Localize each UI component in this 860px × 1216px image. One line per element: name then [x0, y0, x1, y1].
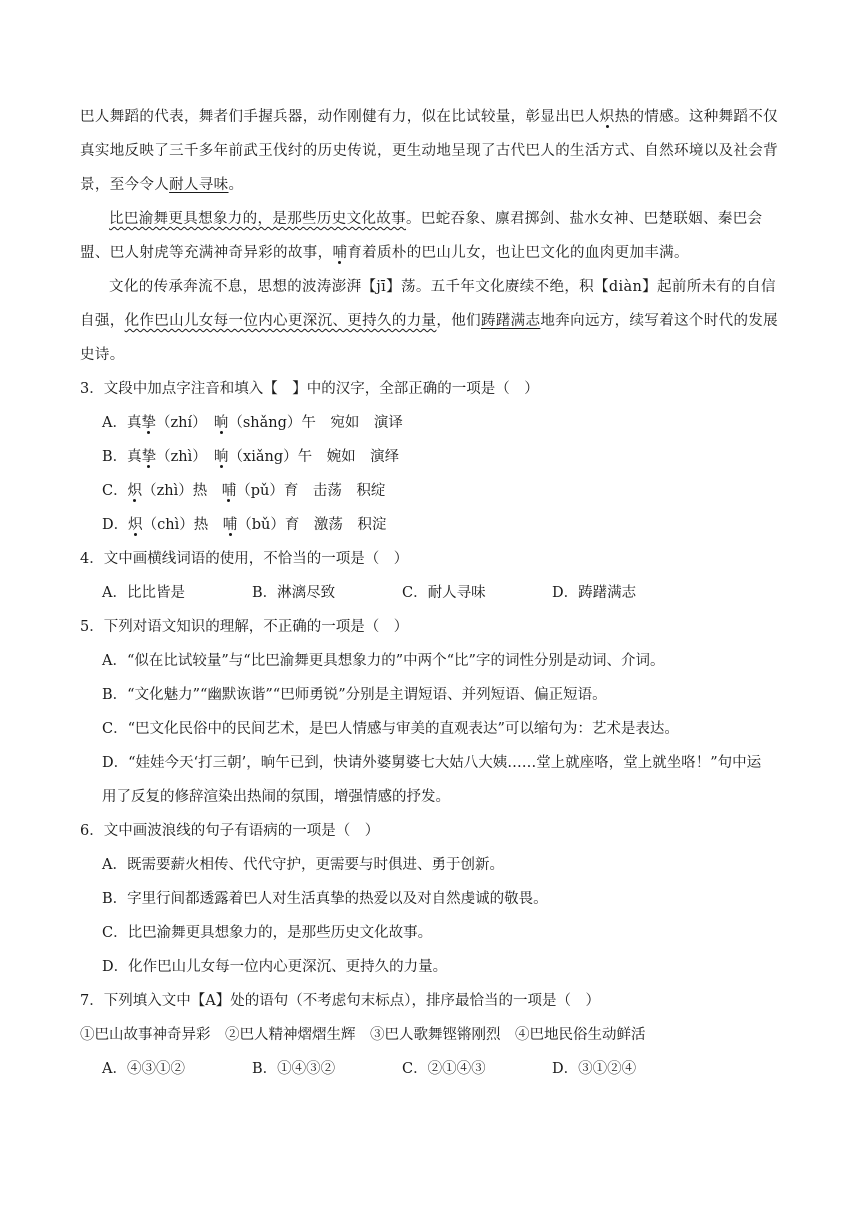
passage-paragraph-3	[80, 270, 780, 372]
question-4-option-a[interactable]: A．比比皆是	[102, 585, 185, 601]
question-3-option-c[interactable]	[80, 474, 780, 508]
text: 热的情感。这种舞蹈不仅真实地反映了三千多年前武王伐纣的历史传说，更生动地呈现了古代巴人的生活方式、自然环境以及社会背景，至今令人	[80, 109, 778, 193]
dotted-char: 挚	[141, 449, 157, 465]
question-3-option-a[interactable]	[80, 406, 780, 440]
underlined-phrase: 踌躇满志	[480, 313, 541, 329]
question-7-option-a[interactable]: A．④③①②	[102, 1061, 185, 1077]
opt-label: C．	[102, 483, 128, 499]
question-5-option-d[interactable]: D．“娃娃今天‘打三朝’，晌午已到，快请外婆舅婆七大姑八大姨……堂上就座咯，堂上就坐咯！”句中运	[102, 755, 762, 771]
question-7-sequence: ①巴山故事神奇异彩 ②巴人精神熠熠生辉 ③巴人歌舞铿锵刚烈 ④巴地民俗生动鲜活	[80, 1027, 646, 1043]
question-4-options	[80, 576, 780, 610]
text: 。	[228, 177, 244, 193]
opt-label: A．真	[102, 415, 142, 431]
question-7-stem: 7．下列填入文中【A】处的语句（不考虑句末标点），排序最恰当的一项是（ ）	[80, 993, 600, 1009]
question-6-stem: 6．文中画波浪线的句子有语病的一项是（ ）	[80, 823, 380, 839]
question-5-option-b[interactable]: B．“文化魅力”“幽默诙谐”“巴师勇锐”分别是主谓短语、并列短语、偏正短语。	[102, 687, 607, 703]
text: 巴人舞蹈的代表，舞者们手握兵器，动作刚健有力，似在比试较量，彰显出巴人	[80, 109, 600, 125]
question-4-option-b[interactable]: B．淋漓尽致	[252, 585, 336, 601]
opt-text: （bǔ）育 激荡 积淀	[237, 517, 387, 533]
question-5-stem: 5．下列对语文知识的理解，不正确的一项是（ ）	[80, 619, 409, 635]
question-5-option-a[interactable]: A．“似在比试较量”与“比巴渝舞更具想象力的”中两个“比”字的词性分别是动词、介词。	[102, 653, 665, 669]
wavy-underlined-sentence: 比巴渝舞更具想象力的，是那些历史文化故事	[109, 211, 406, 227]
opt-text: （xiǎng）午 婉如 演绎	[228, 449, 400, 465]
opt-text: （zhì）热	[142, 483, 222, 499]
dotted-char: 炽	[127, 483, 143, 499]
opt-text: （chì）热	[142, 517, 223, 533]
question-7-option-d[interactable]: D．③①②④	[552, 1061, 637, 1077]
question-6-option-a[interactable]: A．既需要薪火相传、代代守护，更需要与时俱进、勇于创新。	[102, 857, 504, 873]
question-3-option-d[interactable]	[80, 508, 780, 542]
opt-text: （pǔ）育 击荡 积绽	[236, 483, 386, 499]
question-7-option-b[interactable]: B．①④③②	[252, 1061, 336, 1077]
question-5-option-c[interactable]: C．“巴文化民俗中的民间艺术，是巴人情感与审美的直观表达”可以缩句为：艺术是表达。	[102, 721, 679, 737]
question-4-option-d[interactable]: D．踌躇满志	[552, 585, 637, 601]
opt-text: （shǎng）午 宛如 演译	[228, 415, 403, 431]
question-7-options	[80, 1052, 780, 1086]
text: ，他们	[436, 313, 481, 329]
opt-label: D．	[102, 517, 129, 533]
question-3-stem: 3．文段中加点字注音和填入【 】中的汉字，全部正确的一项是（ ）	[80, 381, 539, 397]
underlined-phrase: 耐人寻味	[169, 177, 229, 193]
question-3-option-b[interactable]	[80, 440, 780, 474]
question-6-option-d[interactable]: D．化作巴山儿女每一位内心更深沉、更持久的力量。	[102, 959, 448, 975]
question-5-option-d-cont: 用了反复的修辞渲染出热闹的氛围，增强情感的抒发。	[102, 789, 450, 805]
dotted-char: 哺	[332, 245, 348, 261]
passage-paragraph-2	[80, 202, 780, 270]
text: 地奔向远方，续写着这个时代的发展史诗。	[80, 313, 778, 363]
dotted-char: 晌	[213, 415, 229, 431]
opt-text: （zhí）	[155, 415, 214, 431]
opt-text: （zhì）	[156, 449, 215, 465]
dotted-char: 炽	[599, 109, 615, 125]
opt-label: B．真	[102, 449, 142, 465]
question-6-option-c[interactable]: C．比巴渝舞更具想象力的，是那些历史文化故事。	[102, 925, 433, 941]
wavy-underlined-sentence: 化作巴山儿女每一位内心更深沉、更持久的力量	[124, 313, 437, 329]
text: 文化的传承奔流不息，思想的波涛澎湃【jī】荡。五千年文化赓续不绝，积【diàn】起前所未有的自信自强，	[80, 279, 776, 329]
text: 。巴蛇吞象、廪君掷剑、盐水女神、巴楚联姻、秦巴会盟、巴人射虎等充满神奇异彩的故事，	[80, 211, 763, 261]
question-6-option-b[interactable]: B．字里行间都透露着巴人对生活真挚的热爱以及对自然虔诚的敬畏。	[102, 891, 548, 907]
dotted-char: 哺	[221, 483, 237, 499]
question-4-stem: 4．文中画横线词语的使用，不恰当的一项是（ ）	[80, 551, 409, 567]
dotted-char: 炽	[128, 517, 143, 533]
question-7-option-c[interactable]: C．②①④③	[402, 1061, 486, 1077]
dotted-char: 挚	[141, 415, 156, 431]
text: 育着质朴的巴山儿女，也让巴文化的血肉更加丰满。	[347, 245, 689, 261]
dotted-char: 哺	[222, 517, 238, 533]
dotted-char: 晌	[214, 449, 229, 465]
passage-paragraph-1	[80, 100, 780, 202]
exam-page	[80, 100, 780, 1086]
question-4-option-c[interactable]: C．耐人寻味	[402, 585, 486, 601]
